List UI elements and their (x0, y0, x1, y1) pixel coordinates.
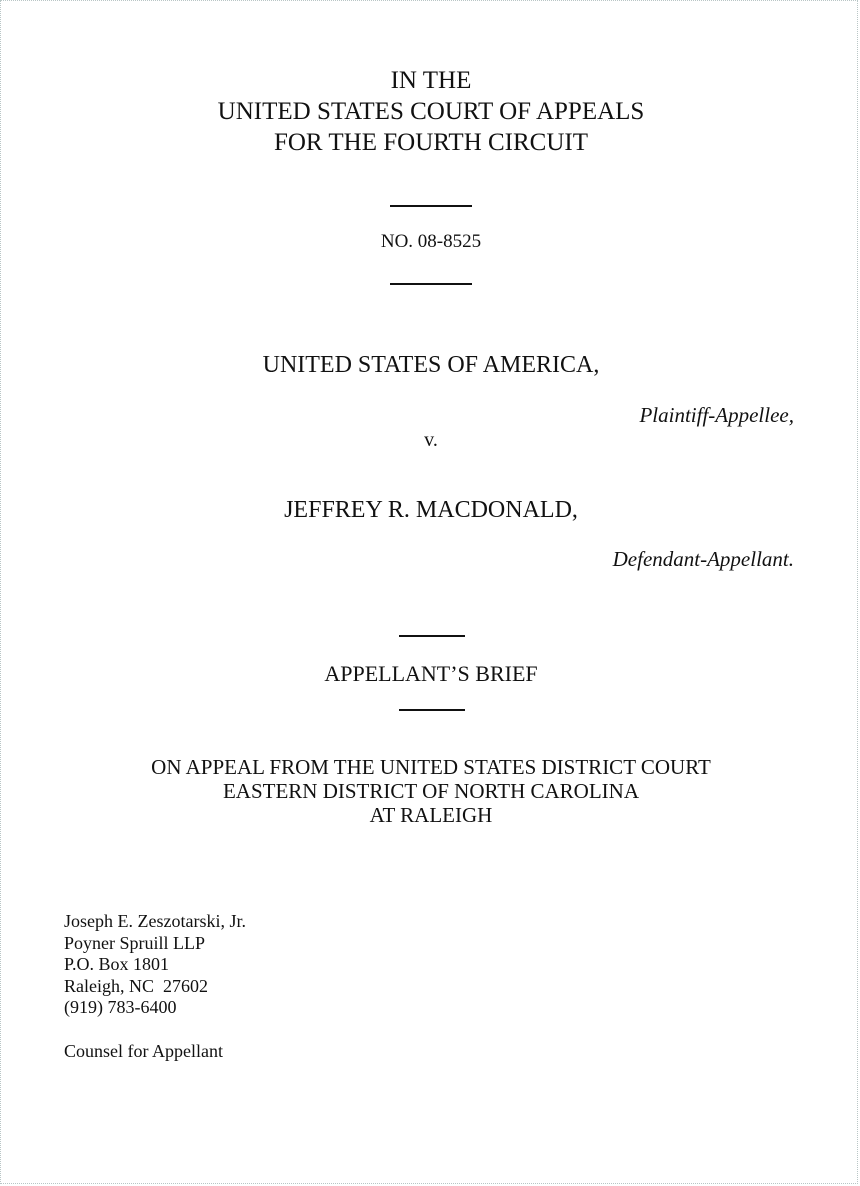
counsel-name: Joseph E. Zeszotarski, Jr. (64, 911, 246, 931)
appeal-from-line: AT RALEIGH (369, 803, 493, 827)
counsel-address-block (64, 911, 246, 1019)
versus-label: v. (424, 429, 438, 451)
defendant-role: Defendant-Appellant. (612, 547, 794, 571)
document-title: APPELLANT’S BRIEF (324, 661, 538, 686)
appeal-from-block (1, 755, 860, 827)
plaintiff-name: UNITED STATES OF AMERICA, (262, 352, 600, 378)
counsel-po-box: P.O. Box 1801 (64, 954, 170, 975)
divider-rule (390, 283, 472, 285)
court-heading-line: UNITED STATES COURT OF APPEALS (217, 98, 645, 125)
counsel-city: Raleigh, NC 27602 (64, 975, 208, 996)
divider-rule (399, 709, 465, 711)
divider-rule (390, 205, 472, 207)
court-heading-line: FOR THE FOURTH CIRCUIT (273, 129, 589, 156)
plaintiff-role: Plaintiff-Appellee, (639, 403, 794, 427)
court-heading (1, 65, 860, 158)
divider-rule (399, 635, 465, 637)
appeal-from-line: ON APPEAL FROM THE UNITED STATES DISTRICT COURT (151, 755, 711, 779)
appeal-from-line: EASTERN DISTRICT OF NORTH CAROLINA (222, 779, 640, 803)
counsel-role: Counsel for Appellant (64, 1041, 223, 1061)
court-heading-line: IN THE (390, 67, 472, 94)
defendant-name: JEFFREY R. MACDONALD, (284, 497, 578, 523)
counsel-firm: Poyner Spruill LLP (64, 932, 206, 953)
docket-number: NO. 08-8525 (380, 231, 482, 252)
counsel-phone: (919) 783-6400 (64, 997, 177, 1018)
